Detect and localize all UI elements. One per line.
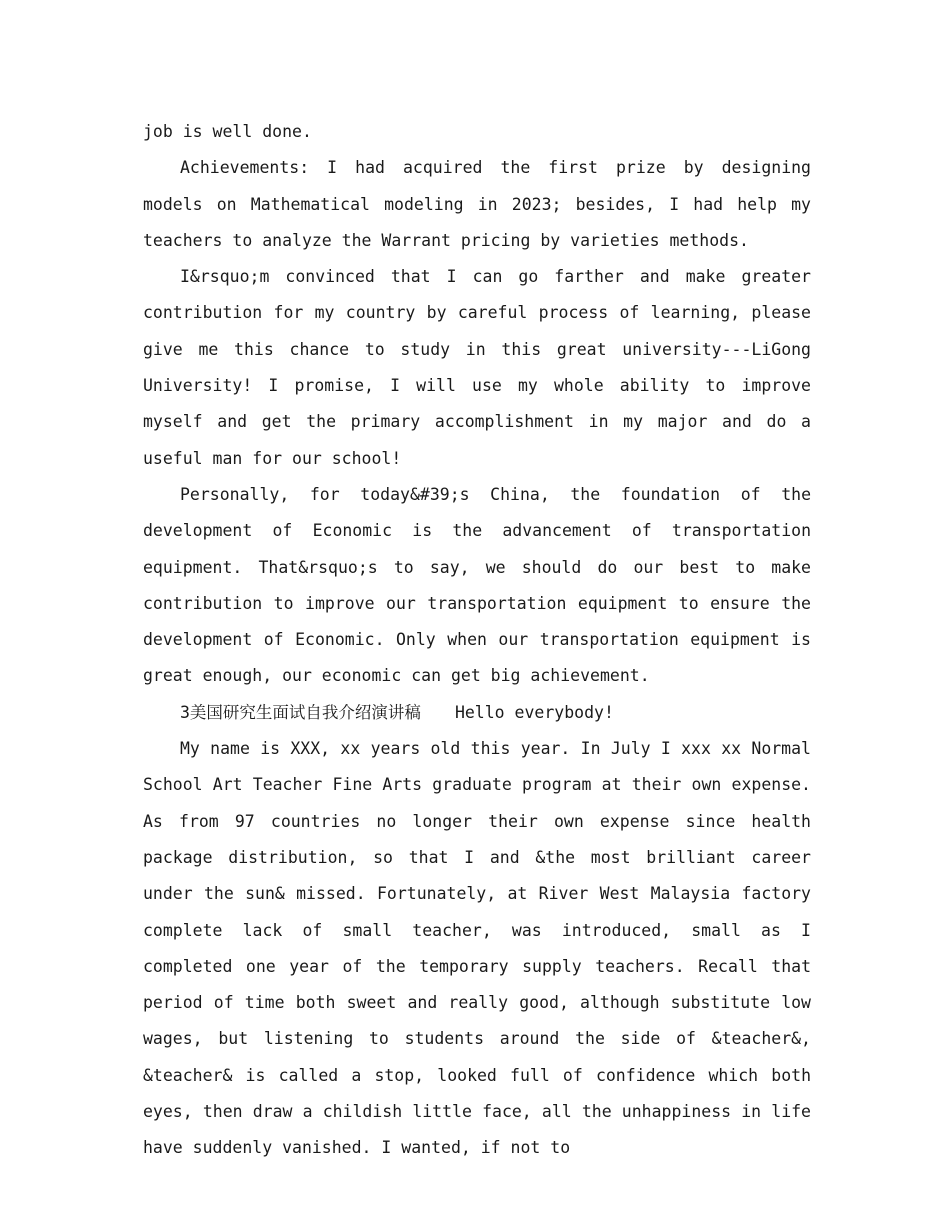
- document-body: [143, 114, 811, 1167]
- section-heading: [143, 695, 811, 731]
- paragraph-continuation: job is well done.: [143, 122, 312, 141]
- paragraph-introduction: My name is XXX, xx years old this year. In July I xxx xx Normal School Art Teacher Fine Arts graduate program at their own expense. As from 97 countries no longer their own expense since health package distribution, so that I and &the most brilliant career under the sun& missed. Fortunately, at River West Malaysia factory complete lack of small teacher, was introduced, small as I completed one year of the temporary supply teachers. Recall that period of time both sweet and really good, although substitute low wages, but listening to students around the side of &teacher&, &teacher& is called a stop, looked full of confidence which both eyes, then draw a childish little face, all the unhappiness in life have suddenly vanished. I wanted, if not to: [143, 739, 811, 1158]
- section-greeting: Hello everybody!: [454, 702, 614, 722]
- paragraph-achievements: Achievements: I had acquired the first prize by designing models on Mathematical modeling in 2023; besides, I had help my teachers to analyze the Warrant pricing by varieties methods.: [143, 158, 811, 250]
- paragraph-economic: Personally, for today&#39;s China, the foundation of the development of Economic is the advancement of transportation equipment. That&rsquo;s to say, we should do our best to make contribution to improve our transportation equipment to ensure the development of Economic. Only when our transportation equipment is great enough, our economic can get big achievement.: [143, 484, 811, 686]
- paragraph-conviction: I&rsquo;m convinced that I can go farther and make greater contribution for my country by careful process of learning, please give me this chance to study in this great university---LiGong University! I promise, I will use my whole ability to improve myself and get the primary accomplishment in my major and do a useful man for our school!: [143, 267, 811, 468]
- section-title: 3美国研究生面试自我介绍演讲稿: [180, 702, 421, 722]
